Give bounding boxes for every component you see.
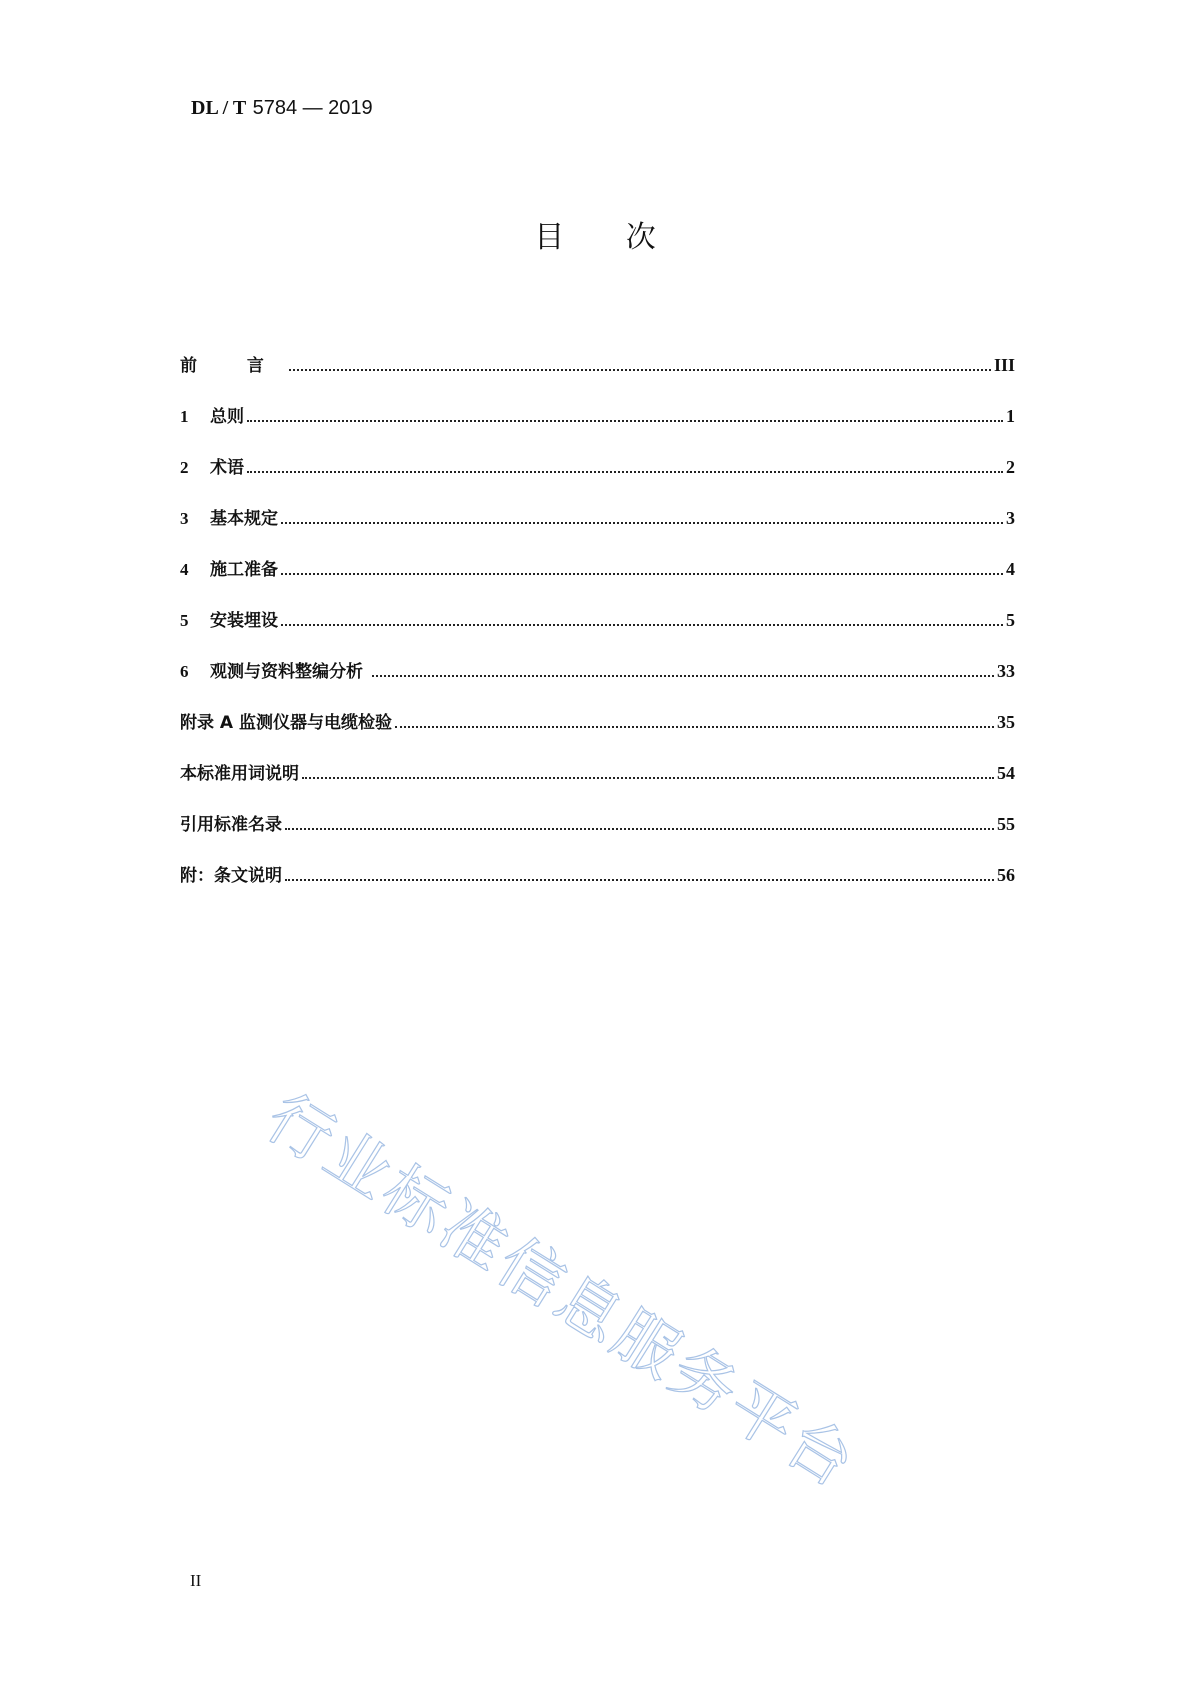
toc-entry-wording-explanation[interactable] [180, 762, 1015, 813]
toc-entry-number: 1 [180, 407, 189, 426]
toc-entry-terms[interactable] [180, 456, 1015, 507]
toc-entry-preface[interactable] [180, 354, 1015, 405]
toc-entry-number: 2 [180, 458, 189, 477]
toc-entry-page: 2 [1006, 457, 1015, 477]
toc-leader-dots [372, 675, 994, 677]
toc-entry-clause-explanation[interactable] [180, 864, 1015, 915]
toc-leader-dots [281, 522, 1003, 524]
document-code [191, 94, 373, 121]
toc-leader-dots [281, 573, 1003, 575]
toc-leader-dots [285, 879, 994, 881]
toc-entry-label: 总则 [210, 407, 244, 427]
toc-entry-label: 前 言 [180, 356, 286, 376]
toc-leader-dots [281, 624, 1003, 626]
toc-leader-dots [247, 471, 1003, 473]
toc-entry-label: 安装埋设 [210, 611, 278, 631]
document-code-number: 5784 — 2019 [252, 97, 373, 119]
toc-entry-page: 33 [997, 661, 1015, 681]
toc-leader-dots [247, 420, 1003, 422]
toc-entry-label: 本标准用词说明 [180, 764, 299, 784]
page-number: II [190, 1571, 202, 1590]
toc-leader-dots [302, 777, 994, 779]
toc-entry-normative-references[interactable] [180, 813, 1015, 864]
toc-entry-page: III [993, 355, 1015, 375]
toc-entry-number: 5 [180, 611, 189, 630]
toc-entry-label: 施工准备 [210, 560, 278, 580]
toc-entry-number: 3 [180, 509, 189, 528]
toc-leader-dots [289, 369, 991, 371]
toc-entry-label: 附录 A 监测仪器与电缆检验 [180, 713, 392, 733]
toc-entry-number: 4 [180, 560, 189, 579]
toc-entry-label: 观测与资料整编分析 [210, 662, 363, 682]
toc-entry-observation-analysis[interactable] [180, 660, 1015, 711]
toc-entry-page: 54 [997, 763, 1015, 783]
toc-entry-label: 术语 [210, 458, 244, 478]
toc-entry-installation[interactable] [180, 609, 1015, 660]
toc-entry-page: 55 [997, 814, 1015, 834]
toc-entry-page: 35 [997, 712, 1015, 732]
toc-entry-construction-preparation[interactable] [180, 558, 1015, 609]
toc-entry-label: 附：条文说明 [180, 866, 282, 886]
toc-entry-page: 3 [1006, 508, 1015, 528]
toc-entry-page: 4 [1006, 559, 1015, 579]
toc-title: 目 次 [534, 220, 682, 255]
toc-entry-page: 5 [1006, 610, 1015, 630]
toc-leader-dots [285, 828, 994, 830]
toc-entry-appendix-a[interactable] [180, 711, 1015, 762]
toc-entry-page: 1 [1006, 406, 1015, 426]
table-of-contents [180, 354, 1015, 915]
toc-entry-page: 56 [997, 865, 1015, 885]
toc-entry-number: 6 [180, 662, 189, 681]
toc-entry-general[interactable] [180, 405, 1015, 456]
document-code-prefix: DL / T [191, 97, 247, 119]
toc-entry-label: 引用标准名录 [180, 815, 282, 835]
toc-entry-basic-requirements[interactable] [180, 507, 1015, 558]
toc-leader-dots [395, 726, 994, 728]
watermark-text: 行业标准信息服务平台 [253, 1080, 870, 1504]
toc-entry-label: 基本规定 [210, 509, 278, 529]
